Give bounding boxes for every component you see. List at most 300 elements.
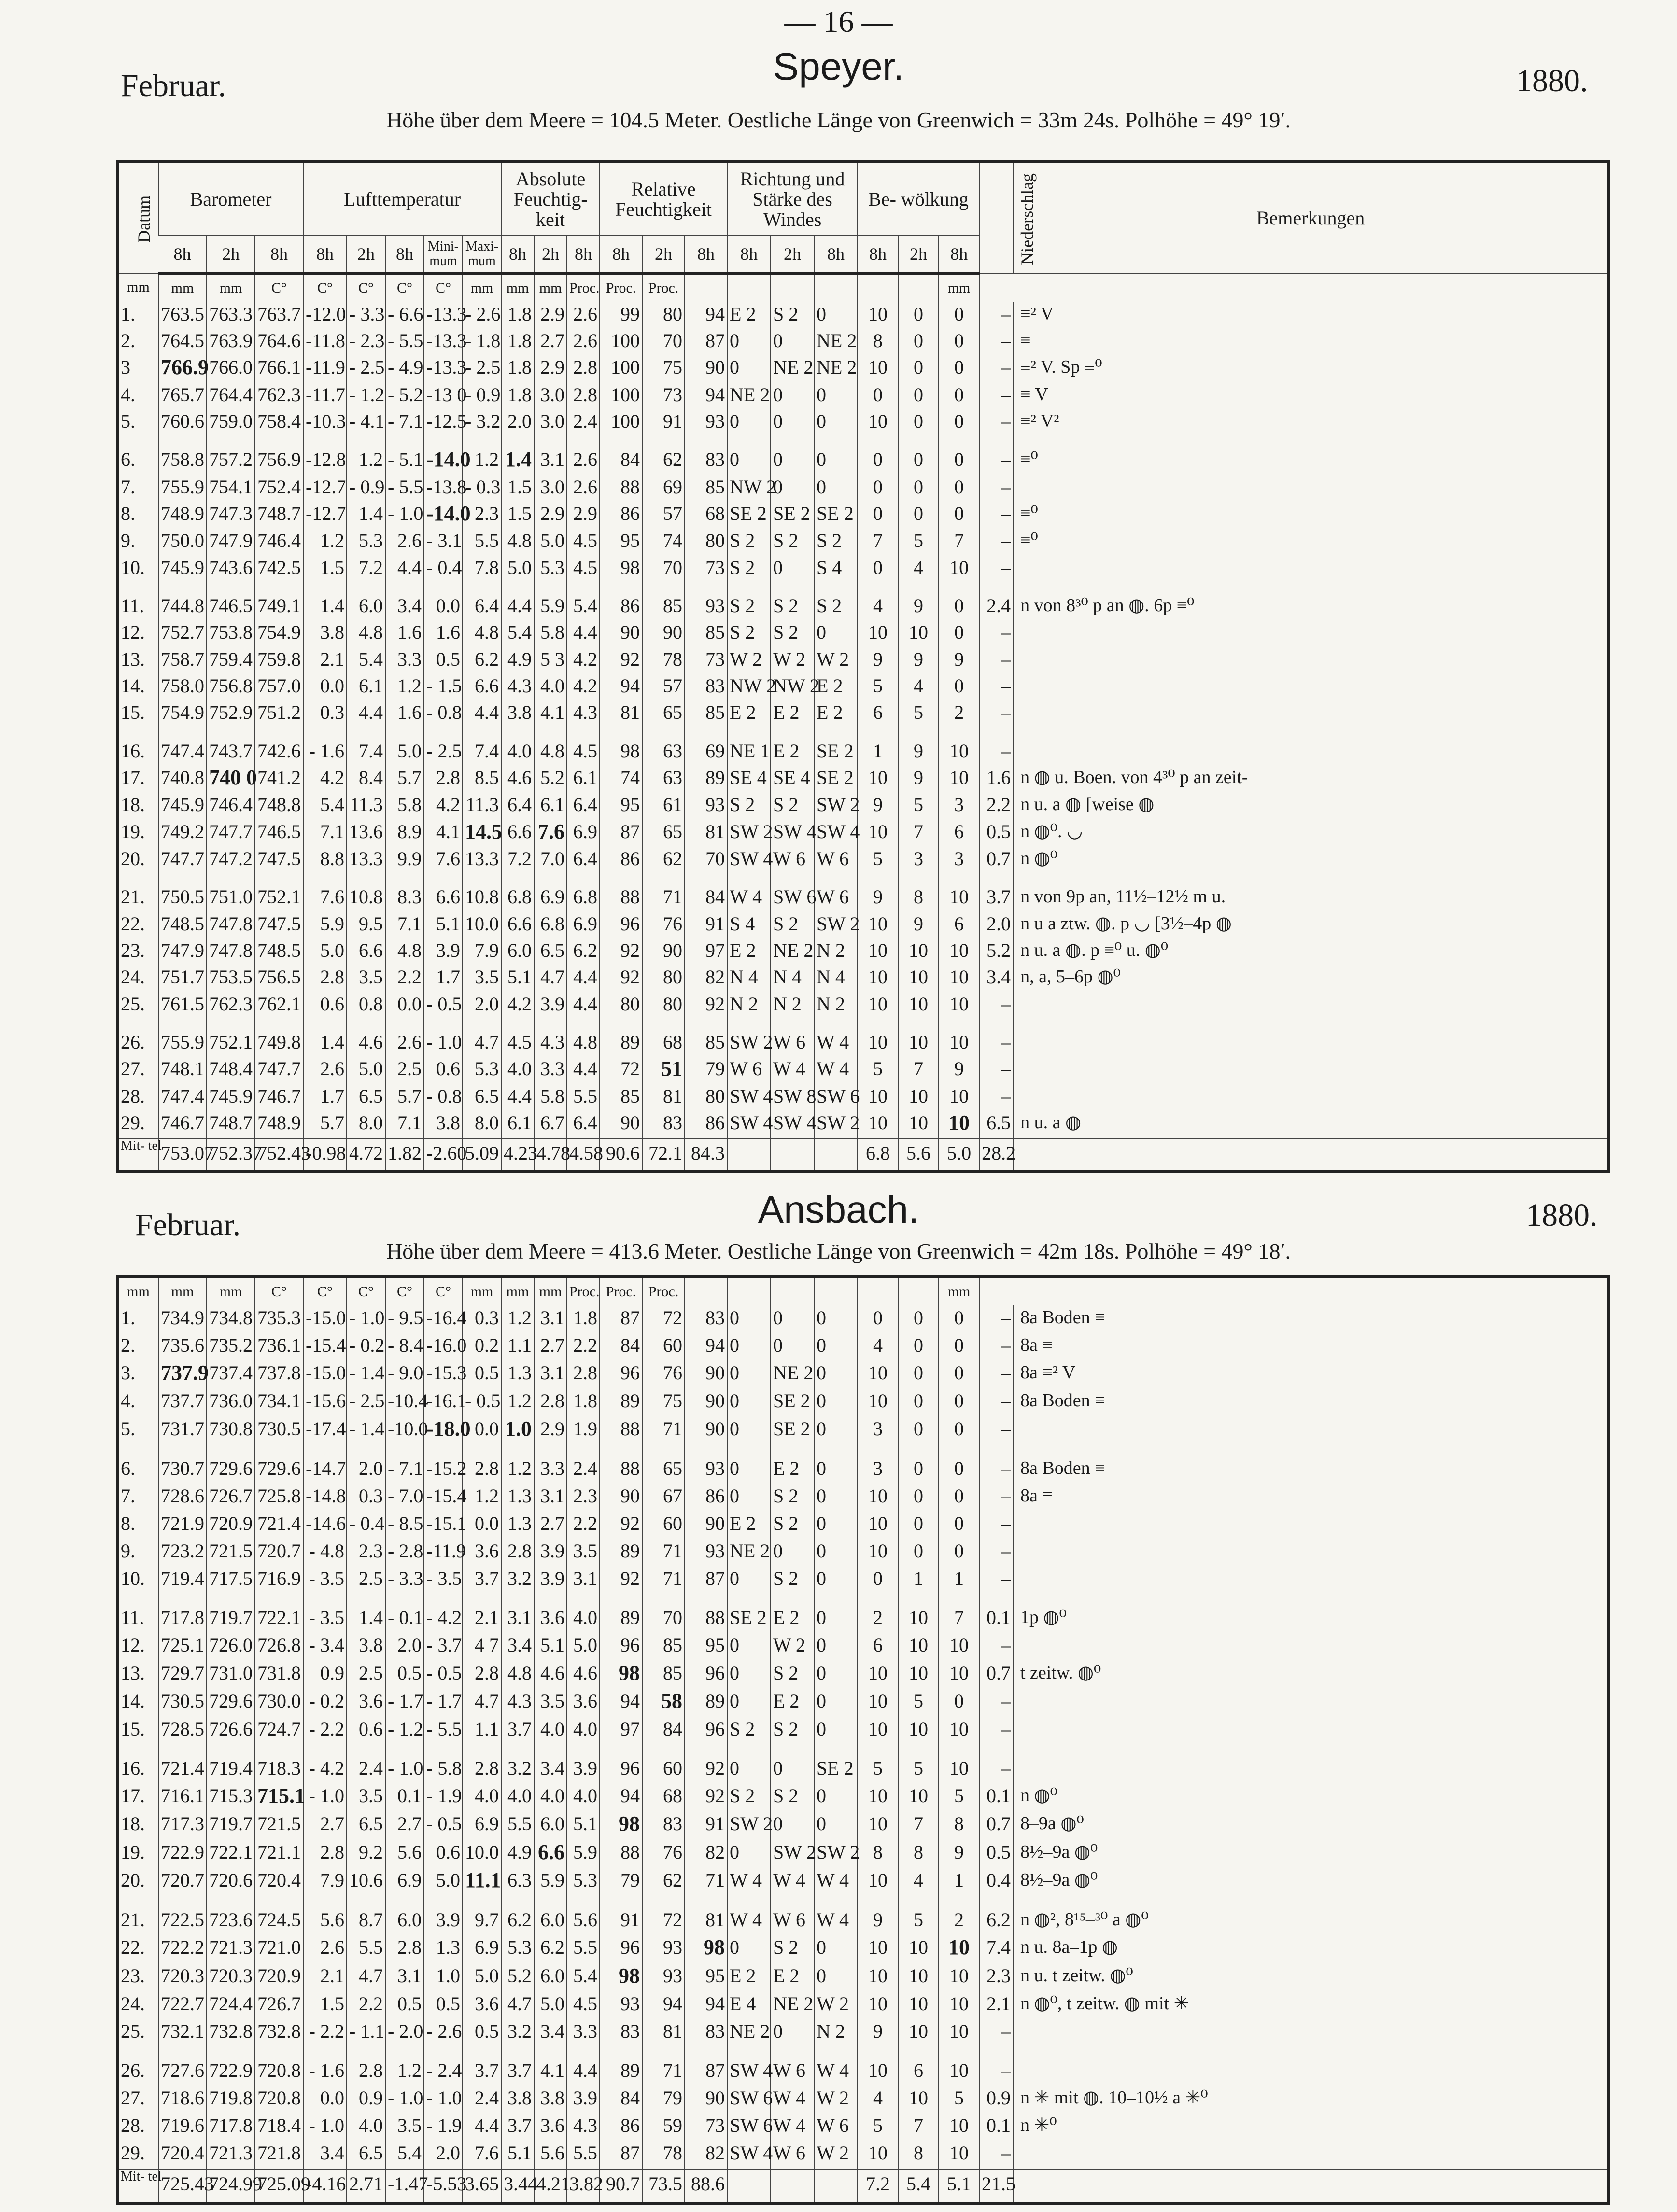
rel-hum-8h-evening: 94 (685, 1333, 727, 1360)
unit-rel-hum-8h-evening (685, 273, 727, 302)
wind-2h: NE 2 (771, 1991, 814, 2019)
remarks (1013, 1689, 1607, 1717)
precipitation: 0.7 (979, 846, 1013, 873)
cloud-2h: 0 (898, 1416, 939, 1444)
temp-8h: - 1.0 (303, 1783, 347, 1811)
rel-hum-8h-evening: 69 (685, 739, 727, 765)
table-row (119, 673, 1607, 700)
abs-hum-8h: 5.2 (501, 1963, 534, 1991)
abs-hum-8h: 6.2 (501, 1907, 534, 1935)
wind-8h-evening: W 6 (814, 846, 858, 873)
rel-hum-8h: 85 (600, 1084, 642, 1110)
temp-8h-evening: - 9.5 (385, 1305, 424, 1333)
abs-hum-8h (501, 447, 534, 474)
rel-hum-2h: 65 (642, 700, 685, 727)
date: 5. (121, 1417, 135, 1440)
rel-hum-8h: 81 (600, 700, 642, 727)
abs-hum-2h: 5.9 (534, 593, 567, 620)
temp-max-bold: 11.1 (465, 1868, 501, 1892)
cloud-8h: 10 (858, 765, 898, 792)
cloud-8h: 10 (858, 1991, 898, 2019)
rel-hum-8h-evening: 89 (685, 1689, 727, 1717)
baro-8h-evening: 730.5 (255, 1416, 303, 1444)
cloud-2h: 0 (898, 355, 939, 382)
temp-max (463, 819, 501, 846)
mittel-rel-hum-2h: 73.5 (642, 2169, 685, 2202)
remarks: n von 8³⁰ p an ◍. 6p ≡⁰ (1013, 593, 1607, 620)
precipitation: – (979, 1717, 1013, 1744)
cloud-8h: 3 (858, 1416, 898, 1444)
temp-max: - 0.9 (463, 382, 501, 409)
abs-hum-2h-bold: 7.6 (538, 819, 565, 843)
baro-8h: 731.7 (158, 1416, 207, 1444)
temp-8h: -17.4 (303, 1416, 347, 1444)
abs-hum-8h: 3.2 (501, 2019, 534, 2046)
cloud-2h: 9 (898, 911, 939, 938)
rel-hum-8h-evening: 83 (685, 673, 727, 700)
temp-max: 2.8 (463, 1456, 501, 1484)
temp-2h: - 0.4 (347, 1511, 385, 1539)
baro-8h-evening: 737.8 (255, 1360, 303, 1388)
mittel-abs-hum-8h-evening: 4.58 (567, 1138, 600, 1170)
wind-8h: S 2 (727, 620, 771, 646)
date: 19. (121, 820, 145, 842)
temp-8h: 7.1 (303, 819, 347, 846)
rel-hum-8h-evening: 85 (685, 475, 727, 501)
abs-hum-8h-evening: 4.5 (567, 528, 600, 555)
wind-8h: SW 4 (727, 2141, 771, 2168)
rel-hum-8h-evening: 70 (685, 846, 727, 873)
cloud-8h-evening-bold: 10 (948, 1111, 970, 1135)
rel-hum-2h: 90 (642, 620, 685, 646)
temp-min: - 0.8 (424, 1084, 463, 1110)
temp-max: 3.6 (463, 1991, 501, 2019)
unit-wind-2h (771, 273, 814, 302)
rel-hum-8h: 94 (600, 1783, 642, 1811)
temp-2h: 0.6 (347, 1717, 385, 1744)
abs-hum-8h: 4.6 (501, 765, 534, 792)
station-title: Ansbach. (758, 1188, 919, 1231)
baro-2h: 756.8 (207, 673, 255, 700)
cloud-8h-evening: 6 (939, 911, 979, 938)
temp-8h: - 1.6 (303, 2058, 347, 2086)
temp-min: 0.0 (424, 593, 463, 620)
temp-max: 7.9 (463, 938, 501, 965)
table-row (119, 1811, 1607, 1839)
temp-max: 0.0 (463, 1416, 501, 1444)
rel-hum-8h: 97 (600, 1717, 642, 1744)
baro-2h: 746.4 (207, 792, 255, 819)
baro-2h: 722.9 (207, 2058, 255, 2086)
date: 8. (121, 1512, 135, 1535)
temp-8h-evening: 5.6 (385, 1840, 424, 1868)
precipitation: – (979, 2058, 1013, 2086)
temp-2h: 1.4 (347, 501, 385, 528)
baro-8h-evening: 747.5 (255, 911, 303, 938)
rel-hum-8h: 89 (600, 1539, 642, 1566)
temp-max: 11.3 (463, 792, 501, 819)
temp-8h: - 1.6 (303, 739, 347, 765)
wind-2h: 0 (771, 1305, 814, 1333)
table-row (119, 1388, 1607, 1416)
remarks: 8a Boden ≡ (1013, 1456, 1607, 1484)
wind-8h: 0 (727, 1633, 771, 1660)
temp-2h: 8.0 (347, 1110, 385, 1137)
abs-hum-2h: 4.1 (534, 2058, 567, 2086)
baro-8h-evening: 766.1 (255, 355, 303, 382)
hour-header: 2h (898, 236, 939, 273)
baro-2h: 721.5 (207, 1539, 255, 1566)
abs-hum-2h: 5.9 (534, 1868, 567, 1896)
baro-8h-evening: 752.1 (255, 884, 303, 911)
temp-max: 4.7 (463, 1689, 501, 1717)
temp-max: 8.5 (463, 765, 501, 792)
temp-8h: -15.0 (303, 1305, 347, 1333)
weather-table-speyer (116, 160, 1610, 1173)
cloud-8h: 10 (858, 1484, 898, 1511)
temp-8h-evening: 0.5 (385, 1991, 424, 2019)
mittel-temp-max: 3.65 (463, 2169, 501, 2202)
temp-min: -12.5 (424, 409, 463, 435)
rel-hum-8h: 92 (600, 965, 642, 991)
mittel-abs-hum-8h: 3.44 (501, 2169, 534, 2202)
cloud-8h-evening: 10 (939, 2019, 979, 2046)
precipitation: 0.7 (979, 1811, 1013, 1839)
rel-hum-8h-evening: 93 (685, 409, 727, 435)
wind-8h-evening: 0 (814, 620, 858, 646)
wind-2h: SE 2 (771, 501, 814, 528)
cloud-8h: 7 (858, 528, 898, 555)
baro-2h: 753.5 (207, 965, 255, 991)
baro-2h: 746.5 (207, 593, 255, 620)
baro-2h: 726.7 (207, 1484, 255, 1511)
rel-hum-8h-evening: 68 (685, 501, 727, 528)
temp-max: 1.2 (463, 1484, 501, 1511)
abs-hum-2h: 3.8 (534, 2086, 567, 2113)
temp-min-bold: -14.0 (426, 501, 471, 525)
mittel-temp-8h-evening: -1.47 (385, 2169, 424, 2202)
baro-2h: 720.9 (207, 1511, 255, 1539)
abs-hum-8h: 6.8 (501, 884, 534, 911)
temp-min: -15.4 (424, 1484, 463, 1511)
abs-hum-8h: 1.2 (501, 1456, 534, 1484)
cloud-8h: 10 (858, 1963, 898, 1991)
temp-2h: 2.8 (347, 2058, 385, 2086)
table-row (119, 1416, 1607, 1444)
wind-2h: S 2 (771, 528, 814, 555)
temp-max: - 3.2 (463, 409, 501, 435)
precipitation: – (979, 355, 1013, 382)
temp-min: 7.6 (424, 846, 463, 873)
wind-2h: W 4 (771, 1868, 814, 1896)
temp-max: - 0.3 (463, 475, 501, 501)
temp-min: - 1.5 (424, 673, 463, 700)
unit-temp-min: C° (424, 1278, 463, 1305)
cloud-8h: 10 (858, 965, 898, 991)
rel-hum-8h-evening: 81 (685, 1907, 727, 1935)
wind-2h: N 2 (771, 992, 814, 1018)
abs-hum-2h: 3.9 (534, 1539, 567, 1566)
rel-hum-8h-evening: 83 (685, 447, 727, 474)
abs-hum-2h: 2.8 (534, 1388, 567, 1416)
abs-hum-2h: 4.6 (534, 1661, 567, 1689)
temp-2h: 1.2 (347, 447, 385, 474)
rel-hum-8h-evening: 86 (685, 1484, 727, 1511)
date: 15. (121, 701, 145, 724)
temp-2h: 0.9 (347, 2086, 385, 2113)
precipitation: 5.2 (979, 938, 1013, 965)
temp-8h-evening: 1.2 (385, 2058, 424, 2086)
table-row (119, 1963, 1607, 1991)
temp-max: 2.1 (463, 1605, 501, 1633)
wind-8h: SW 2 (727, 1811, 771, 1839)
baro-8h-evening: 756.5 (255, 965, 303, 991)
wind-2h: W 2 (771, 647, 814, 673)
temp-8h: 1.4 (303, 1030, 347, 1056)
wind-8h-evening: NE 2 (814, 328, 858, 355)
temp-2h: - 1.0 (347, 1305, 385, 1333)
abs-hum-2h: 3.1 (534, 1305, 567, 1333)
temp-8h-evening: 5.8 (385, 792, 424, 819)
wind-2h: 0 (771, 447, 814, 474)
cloud-8h-evening: 9 (939, 1056, 979, 1083)
table-row (119, 409, 1607, 435)
date: 27. (121, 2087, 145, 2109)
temp-8h-evening: - 1.2 (385, 1717, 424, 1744)
mittel-wind-2h (771, 1138, 814, 1170)
wind-8h: 0 (727, 447, 771, 474)
temp-8h-evening: 0.5 (385, 1661, 424, 1689)
temp-min: 4.1 (424, 819, 463, 846)
baro-8h: 725.1 (158, 1633, 207, 1660)
baro-2h: 726.0 (207, 1633, 255, 1660)
temp-min: -13.8 (424, 475, 463, 501)
wind-2h: E 2 (771, 700, 814, 727)
unit-baro-8h-evening: C° (255, 273, 303, 302)
precipitation: – (979, 1084, 1013, 1110)
date: 15. (121, 1718, 145, 1740)
unit-temp-min: C° (424, 273, 463, 302)
cloud-8h: 1 (858, 739, 898, 765)
temp-8h-evening: 5.4 (385, 2141, 424, 2168)
precipitation: – (979, 2019, 1013, 2046)
abs-hum-2h: 7.0 (534, 846, 567, 873)
cloud-8h-evening: 10 (939, 1030, 979, 1056)
abs-hum-8h-evening: 2.9 (567, 501, 600, 528)
cloud-8h: 0 (858, 447, 898, 474)
baro-8h: 728.6 (158, 1484, 207, 1511)
baro-8h (158, 355, 207, 382)
abs-hum-8h-evening: 5.5 (567, 1935, 600, 1963)
temp-8h: - 1.0 (303, 2113, 347, 2141)
temp-2h: 11.3 (347, 792, 385, 819)
abs-hum-8h-evening: 4.6 (567, 1661, 600, 1689)
abs-hum-8h-evening: 4.3 (567, 700, 600, 727)
abs-hum-2h: 3.5 (534, 1689, 567, 1717)
wind-2h: SE 2 (771, 1388, 814, 1416)
date: 7. (121, 476, 135, 498)
unit-cloud-2h (898, 1278, 939, 1305)
unit-baro-2h: mm (207, 273, 255, 302)
unit-rel-hum-8h: Proc. (600, 273, 642, 302)
abs-hum-8h: 5.1 (501, 2141, 534, 2168)
unit-wind-8h (727, 273, 771, 302)
abs-hum-8h: 6.6 (501, 819, 534, 846)
temp-2h: 7.2 (347, 555, 385, 582)
abs-hum-2h: 3.1 (534, 1360, 567, 1388)
remarks (1013, 1056, 1607, 1083)
temp-8h-evening: 7.1 (385, 911, 424, 938)
cloud-2h: 0 (898, 1305, 939, 1333)
date: 4. (121, 1390, 135, 1412)
temp-min: 6.6 (424, 884, 463, 911)
wind-8h-evening: W 4 (814, 1030, 858, 1056)
temp-min: - 1.7 (424, 1689, 463, 1717)
unit-cloud-8h (858, 1278, 898, 1305)
rel-hum-8h: 98 (600, 739, 642, 765)
cloud-8h: 10 (858, 1388, 898, 1416)
abs-hum-2h: 5 3 (534, 647, 567, 673)
temp-min: 0.5 (424, 1991, 463, 2019)
baro-8h-evening: 747.5 (255, 846, 303, 873)
wind-2h: W 6 (771, 846, 814, 873)
baro-2h: 721.3 (207, 1935, 255, 1963)
baro-2h: 759.4 (207, 647, 255, 673)
wind-8h: 0 (727, 1416, 771, 1444)
rel-hum-2h: 62 (642, 846, 685, 873)
wind-8h: W 2 (727, 647, 771, 673)
baro-8h-bold: 737.9 (161, 1361, 209, 1385)
remarks (1013, 1084, 1607, 1110)
temp-2h: 7.4 (347, 739, 385, 765)
baro-8h-evening: 748.7 (255, 501, 303, 528)
abs-hum-2h: 3.0 (534, 475, 567, 501)
abs-hum-2h: 2.7 (534, 328, 567, 355)
wind-8h-evening: 0 (814, 1511, 858, 1539)
wind-2h: 0 (771, 328, 814, 355)
table-row (119, 501, 1607, 528)
rel-hum-8h-evening: 83 (685, 2019, 727, 2046)
temp-max: 6.9 (463, 1935, 501, 1963)
unit-abs-hum-8h: mm (501, 1278, 534, 1305)
rel-hum-2h: 67 (642, 1484, 685, 1511)
date: 19. (121, 1841, 145, 1863)
temp-8h-evening: 5.0 (385, 739, 424, 765)
cloud-8h: 0 (858, 382, 898, 409)
precipitation: – (979, 1056, 1013, 1083)
abs-hum-8h-evening: 4.4 (567, 620, 600, 646)
cloud-2h: 8 (898, 1840, 939, 1868)
remarks (1013, 2141, 1607, 2168)
precipitation: 0.1 (979, 1783, 1013, 1811)
rel-hum-8h: 96 (600, 1360, 642, 1388)
wind-8h-evening: N 4 (814, 965, 858, 991)
unit-cloud-2h (898, 273, 939, 302)
rel-hum-2h: 93 (642, 1935, 685, 1963)
cloud-8h-evening: 0 (939, 1388, 979, 1416)
baro-2h: 757.2 (207, 447, 255, 474)
wind-2h: S 2 (771, 302, 814, 328)
abs-hum-8h: 4.7 (501, 1991, 534, 2019)
cloud-8h-evening: 1 (939, 1566, 979, 1594)
temp-2h: 2.5 (347, 1566, 385, 1594)
wind-8h: SW 6 (727, 2113, 771, 2141)
date: 21. (121, 1909, 145, 1931)
precipitation: – (979, 328, 1013, 355)
date: 7. (121, 1484, 135, 1507)
abs-hum-8h-evening: 2.4 (567, 409, 600, 435)
wind-8h: 0 (727, 1840, 771, 1868)
cloud-8h-evening: 2 (939, 1907, 979, 1935)
rel-hum-2h: 63 (642, 765, 685, 792)
abs-hum-8h-evening: 5.4 (567, 1963, 600, 1991)
temp-8h-evening: 6.0 (385, 1907, 424, 1935)
col-relative-header: Relative Feuchtigkeit (600, 163, 727, 236)
abs-hum-8h: 4.4 (501, 1084, 534, 1110)
table-row (119, 1511, 1607, 1539)
rel-hum-8h: 92 (600, 1566, 642, 1594)
temp-8h: 2.8 (303, 965, 347, 991)
cloud-8h: 9 (858, 1907, 898, 1935)
date: 24. (121, 966, 145, 988)
precipitation: – (979, 1633, 1013, 1660)
baro-8h-evening: 721.5 (255, 1811, 303, 1839)
wind-8h-evening: 0 (814, 1305, 858, 1333)
baro-8h: 719.6 (158, 2113, 207, 2141)
baro-2h: 748.4 (207, 1056, 255, 1083)
cloud-8h: 10 (858, 2058, 898, 2086)
cloud-8h: 10 (858, 1717, 898, 1744)
rel-hum-8h: 72 (600, 1056, 642, 1083)
baro-8h-evening: 756.9 (255, 447, 303, 474)
date: 20. (121, 1869, 145, 1891)
rel-hum-2h: 68 (642, 1783, 685, 1811)
rel-hum-2h: 71 (642, 1539, 685, 1566)
temp-8h: - 2.2 (303, 2019, 347, 2046)
rel-hum-8h: 94 (600, 673, 642, 700)
temp-max: 6.4 (463, 593, 501, 620)
temp-min: - 1.0 (424, 1030, 463, 1056)
mittel-cloud-8h: 6.8 (858, 1138, 898, 1170)
baro-2h: 751.0 (207, 884, 255, 911)
abs-hum-8h: 4.9 (501, 1840, 534, 1868)
rel-hum-2h-bold: 51 (661, 1057, 683, 1081)
baro-2h: 762.3 (207, 992, 255, 1018)
cloud-8h-evening: 7 (939, 1605, 979, 1633)
cloud-2h: 5 (898, 528, 939, 555)
baro-8h: 746.7 (158, 1110, 207, 1137)
cloud-8h-evening: 6 (939, 819, 979, 846)
precipitation: 2.1 (979, 1991, 1013, 2019)
cloud-2h: 0 (898, 1360, 939, 1388)
cloud-8h-evening: 0 (939, 475, 979, 501)
precipitation: 0.1 (979, 2113, 1013, 2141)
remarks: n ◍⁰. ◡ (1013, 819, 1607, 846)
unit-precipitation (979, 273, 1013, 302)
temp-min: -16.1 (424, 1388, 463, 1416)
baro-2h: 748.7 (207, 1110, 255, 1137)
abs-hum-2h: 6.5 (534, 938, 567, 965)
temp-8h: -12.7 (303, 475, 347, 501)
wind-8h-evening: SW 2 (814, 1840, 858, 1868)
precipitation: 2.3 (979, 1963, 1013, 1991)
wind-8h-evening: 0 (814, 1416, 858, 1444)
rel-hum-8h-evening: 89 (685, 765, 727, 792)
baro-2h: 734.8 (207, 1305, 255, 1333)
temp-2h: - 2.3 (347, 328, 385, 355)
temp-8h: -15.0 (303, 1360, 347, 1388)
cloud-8h: 6 (858, 1633, 898, 1660)
